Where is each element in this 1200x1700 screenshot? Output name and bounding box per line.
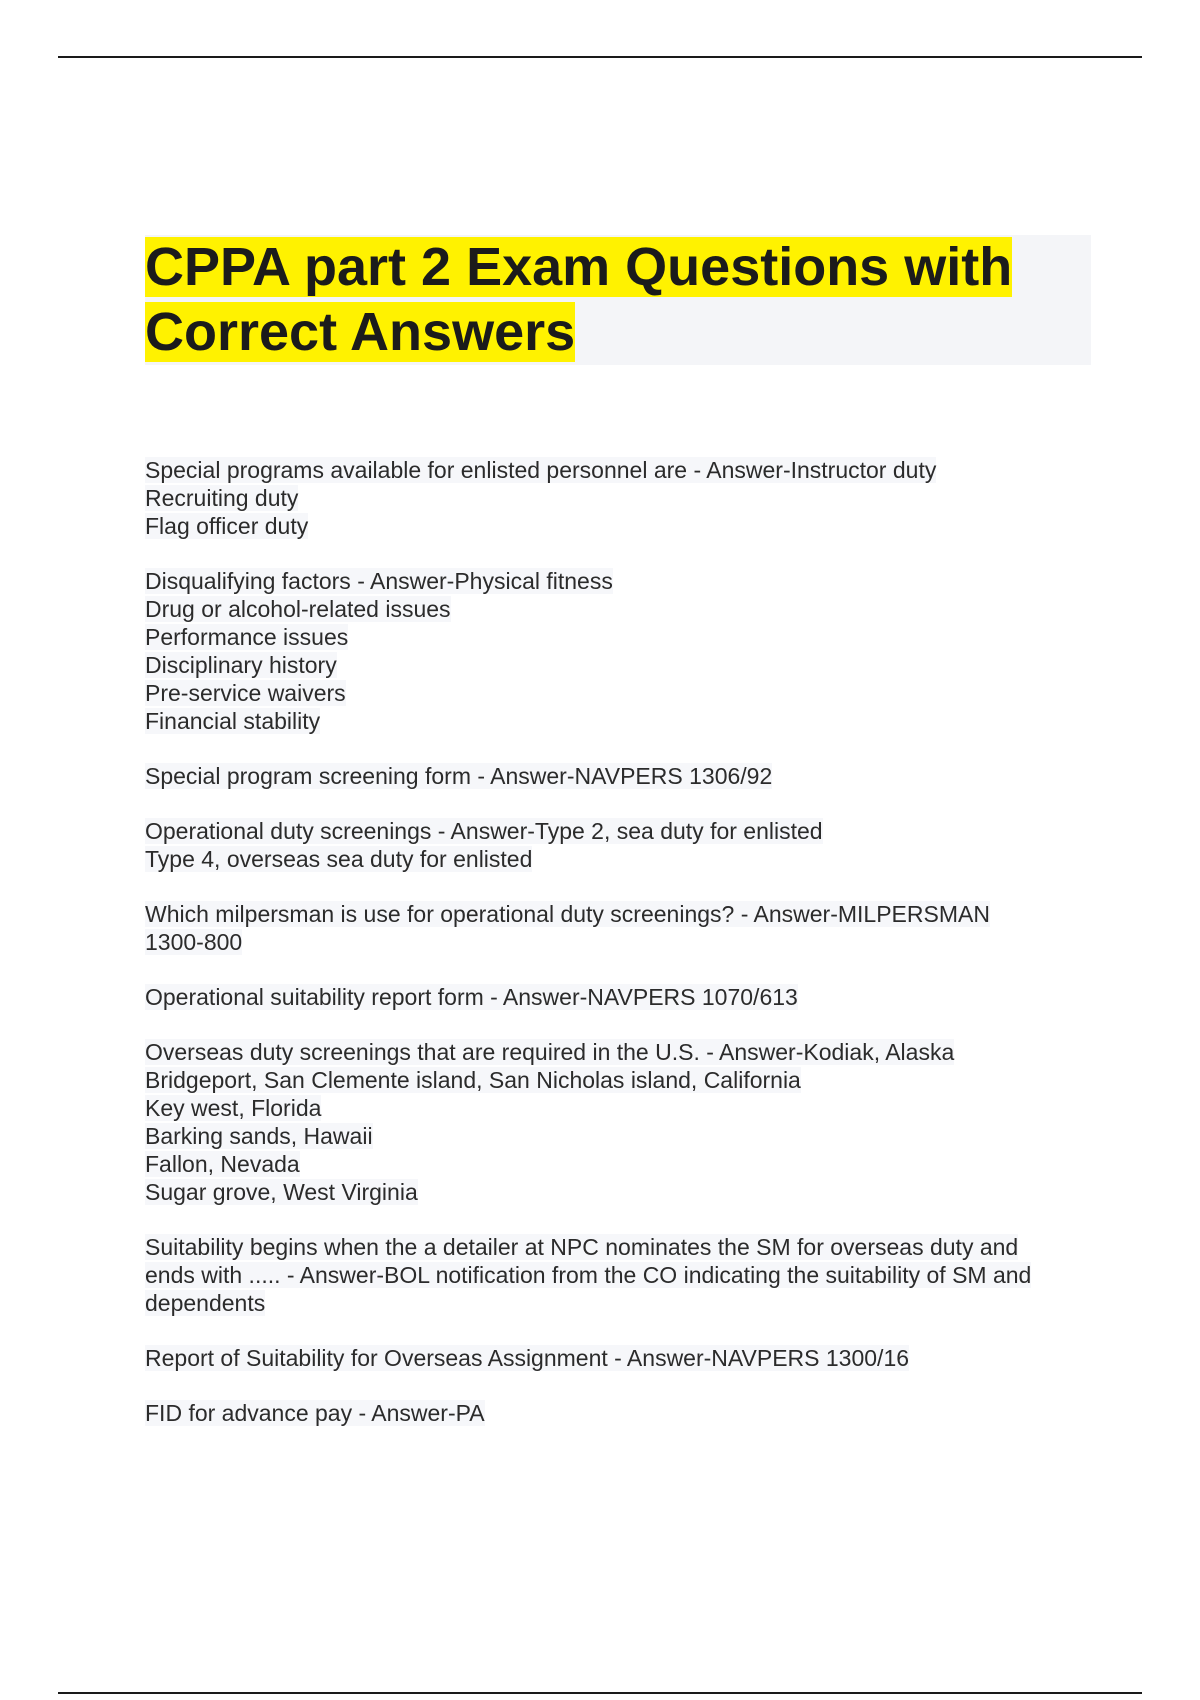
question-line [145,1233,1095,1261]
header-rule [58,56,1142,58]
question-line [145,1261,1095,1289]
question-line [145,512,1095,540]
question-text: Type 4, overseas sea duty for enlisted [145,846,533,872]
question-line [145,1122,1095,1150]
question-line [145,456,1095,484]
question-line [145,679,1095,707]
question-text: 1300-800 [145,929,243,955]
question-text: Recruiting duty [145,485,299,511]
question-text: Barking sands, Hawaii [145,1123,373,1149]
question-item [145,456,1095,540]
question-text: Overseas duty screenings that are required in the U.S. - Answer-Kodiak, Alaska [145,1039,955,1065]
question-text: Drug or alcohol-related issues [145,596,451,622]
question-text: Fallon, Nevada [145,1151,300,1177]
question-item [145,900,1095,956]
question-text: Operational duty screenings - Answer-Type 2, sea duty for enlisted [145,818,823,844]
question-text: Bridgeport, San Clemente island, San Nicholas island, California [145,1067,801,1093]
question-item [145,817,1095,873]
question-line [145,1178,1095,1206]
question-line [145,1399,1095,1427]
question-line [145,1066,1095,1094]
question-text: ends with ..... - Answer-BOL notification from the CO indicating the suitability of SM and [145,1262,1032,1288]
question-text: Flag officer duty [145,513,309,539]
question-line [145,983,1095,1011]
question-item [145,1233,1095,1317]
question-text: dependents [145,1290,266,1316]
question-line [145,1289,1095,1317]
question-item [145,1399,1095,1427]
question-line [145,762,1095,790]
question-item [145,567,1095,735]
question-text: FID for advance pay - Answer-PA [145,1400,485,1426]
question-text: Performance issues [145,624,349,650]
question-text: Special programs available for enlisted personnel are - Answer-Instructor duty [145,457,937,483]
question-line [145,900,1095,928]
question-item [145,1038,1095,1206]
document-title [145,235,1091,365]
question-line [145,707,1095,735]
title-line-1: CPPA part 2 Exam Questions with [145,237,1013,297]
question-text: Disciplinary history [145,652,337,678]
question-line [145,1344,1095,1372]
question-text: Suitability begins when the a detailer at NPC nominates the SM for overseas duty and [145,1234,1019,1260]
question-text: Pre-service waivers [145,680,346,706]
question-line [145,1094,1095,1122]
question-text: Report of Suitability for Overseas Assignment - Answer-NAVPERS 1300/16 [145,1345,910,1371]
question-line [145,595,1095,623]
question-line [145,1038,1095,1066]
footer-rule [58,1692,1142,1694]
question-text: Special program screening form - Answer-NAVPERS 1306/92 [145,763,773,789]
title-block [145,235,1091,365]
question-text: Operational suitability report form - Answer-NAVPERS 1070/613 [145,984,798,1010]
question-line [145,817,1095,845]
question-item [145,762,1095,790]
question-item [145,983,1095,1011]
question-item [145,1344,1095,1372]
question-line [145,567,1095,595]
title-line-2: Correct Answers [145,302,576,362]
question-line [145,928,1095,956]
question-text: Disqualifying factors - Answer-Physical fitness [145,568,613,594]
question-text: Financial stability [145,708,321,734]
question-list [145,456,1095,1454]
question-text: Key west, Florida [145,1095,322,1121]
question-text: Sugar grove, West Virginia [145,1179,418,1205]
question-line [145,1150,1095,1178]
question-line [145,623,1095,651]
question-line [145,845,1095,873]
question-line [145,651,1095,679]
question-text: Which milpersman is use for operational duty screenings? - Answer-MILPERSMAN [145,901,990,927]
question-line [145,484,1095,512]
